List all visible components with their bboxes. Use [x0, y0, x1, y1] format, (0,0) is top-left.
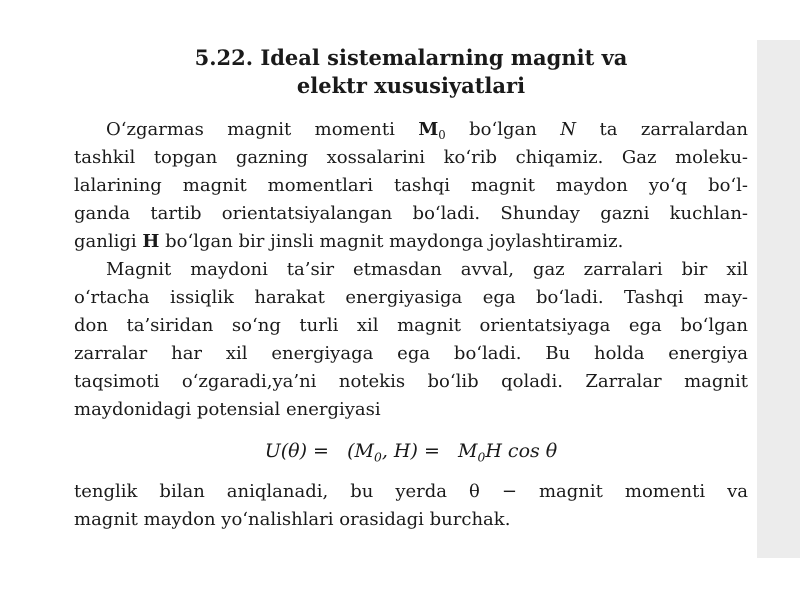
paragraph-3-line-1: tenglik bilan aniqlanadi, bu yerda θ − magnit momenti va	[74, 481, 748, 502]
paragraph-2-line-5: taqsimoti o‘zgaradi,ya’ni notekis bo‘lib qoladi. Zarralar magnit	[74, 371, 748, 392]
magnetic-moment-symbol: M	[418, 119, 439, 140]
section-heading	[74, 44, 748, 100]
paragraph-1-line-1	[74, 116, 748, 144]
subscript: 0	[373, 450, 382, 465]
heading-line-1: 5.22. Ideal sistemalarning magnit va	[194, 45, 628, 70]
subscript: 0	[477, 450, 486, 465]
formula-rhs-rest: H cos θ	[485, 440, 558, 462]
text-run: ganligi	[74, 231, 143, 252]
paragraph-3	[74, 478, 748, 534]
text-run: O‘zgarmas magnit momenti	[106, 119, 419, 140]
paragraph-2-line-1: Magnit maydoni ta’sir etmasdan avval, gaz zarralari bir xil	[106, 259, 748, 280]
formula-lhs: U(θ) =	[264, 440, 336, 462]
paragraph-1-line-3: lalarining magnit momentlari tashqi magnit maydon yo‘q bo‘l-	[74, 175, 748, 196]
paragraph-1-line-5	[74, 228, 748, 256]
paragraph-1	[74, 116, 748, 256]
page-edge-shadow	[757, 40, 800, 558]
paragraph-1-line-4: ganda tartib orientatsiyalangan bo‘ladi. Shunday gazni kuchlan-	[74, 203, 748, 224]
particle-count-symbol: N	[560, 119, 577, 140]
text-run: ta zarralardan	[576, 119, 749, 140]
paragraph-2-line-3: don ta’siridan so‘ng turli xil magnit orientatsiyaga ega bo‘lgan	[74, 315, 748, 336]
paragraph-2-line-4: zarralar har xil energiyaga ega bo‘ladi. Bu holda energiya	[74, 343, 748, 364]
text-run: bo‘lgan	[445, 119, 561, 140]
field-strength-symbol: H	[142, 231, 160, 252]
formula-scalar-product-close: , H) =	[381, 440, 446, 462]
text-run: bo‘lgan bir jinsli magnit maydonga joylashtiramiz.	[159, 231, 624, 252]
paragraph-2-line-6: maydonidagi potensial energiyasi	[74, 399, 381, 420]
paragraph-2-line-2: o‘rtacha issiqlik harakat energiyasiga ega bo‘ladi. Tashqi may-	[74, 287, 748, 308]
subscript: 0	[438, 128, 446, 143]
formula-scalar-product-open: (M	[347, 440, 374, 462]
paragraph-1-line-2: tashkil topgan gazning xossalarini ko‘rib chiqamiz. Gaz moleku-	[74, 147, 748, 168]
formula-rhs-moment: M	[458, 440, 478, 462]
paragraph-2	[74, 256, 748, 424]
document-page	[74, 44, 748, 534]
energy-formula	[74, 436, 748, 466]
heading-line-2: elektr xususiyatlari	[296, 73, 526, 98]
paragraph-3-line-2: magnit maydon yo‘nalishlari orasidagi burchak.	[74, 509, 511, 530]
